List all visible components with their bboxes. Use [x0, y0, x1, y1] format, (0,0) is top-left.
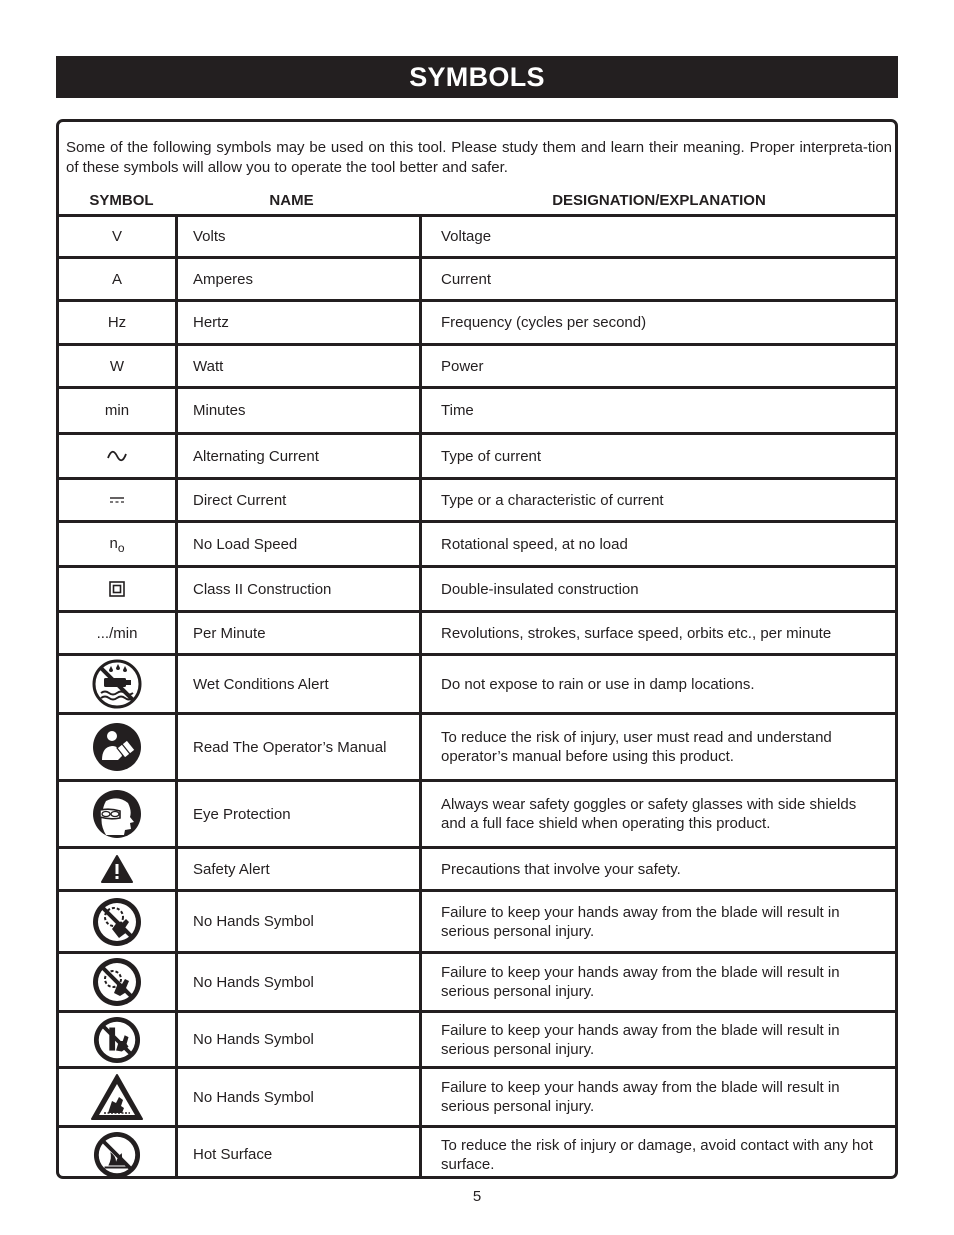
symbol-cell [59, 656, 178, 712]
desc-text: Time [441, 402, 474, 419]
desc-text: Current [441, 270, 492, 288]
symbol-cell [59, 1128, 178, 1179]
name-text: Hertz [193, 314, 229, 331]
table-row [59, 849, 895, 892]
table-row [59, 302, 895, 346]
symbol-cell [59, 259, 178, 299]
name-cell [178, 568, 422, 610]
table-row [59, 613, 895, 656]
name-cell [178, 1128, 422, 1179]
name-text: Class II Construction [193, 580, 332, 598]
desc-cell [422, 259, 895, 299]
safety-alert-icon [100, 854, 134, 884]
desc-cell [422, 782, 895, 846]
page-number: 5 [472, 1188, 482, 1205]
name-cell [178, 656, 422, 712]
desc-text: Do not expose to rain or use in damp locations. [441, 675, 755, 693]
desc-cell [422, 954, 895, 1010]
table-row [59, 523, 895, 568]
name-text: Amperes [193, 270, 254, 288]
symbol-cell [59, 849, 178, 889]
name-text: Wet Conditions Alert [193, 675, 329, 693]
symbol-cell [59, 715, 178, 779]
name-cell [178, 613, 422, 653]
name-text: Volts [193, 228, 226, 245]
desc-text: Failure to keep your hands away from the blade will result in serious personal injury. [441, 1079, 840, 1115]
desc-text: Always wear safety goggles or safety glasses with side shields and a full face shield when operating this product. [441, 796, 857, 832]
no-hands-icon [92, 957, 142, 1007]
symbol-cell [59, 568, 178, 610]
symbol-text: W [109, 357, 125, 375]
symbols-table [59, 214, 895, 1179]
name-cell [178, 782, 422, 846]
intro-text: Some of the following symbols may be used on this tool. Please study them and learn their meaning. Proper interpreta-tion of these symbols will allow you to operate the tool better and safer. [66, 139, 892, 176]
name-cell [178, 1013, 422, 1066]
table-row [59, 715, 895, 782]
name-text: Minutes [193, 402, 246, 419]
header-designation: DESIGNATION/EXPLANATION [552, 192, 766, 209]
page-title: SYMBOLS [56, 56, 898, 98]
desc-cell [422, 302, 895, 343]
desc-text: To reduce the risk of injury or damage, avoid contact with any hot surface. [441, 1136, 873, 1173]
symbol-text: V [111, 228, 122, 245]
alternating-current-icon [106, 449, 128, 463]
class-ii-construction-icon [109, 581, 125, 597]
name-cell [178, 892, 422, 951]
name-cell [178, 523, 422, 565]
symbol-text: min [104, 402, 130, 419]
header-symbol: SYMBOL [89, 192, 154, 209]
symbols-frame [56, 119, 898, 1179]
symbol-cell [59, 782, 178, 846]
desc-text: Frequency (cycles per second) [441, 314, 647, 331]
symbol-cell [59, 302, 178, 343]
symbol-cell [59, 217, 178, 256]
table-row [59, 782, 895, 849]
desc-cell [422, 480, 895, 520]
desc-cell [422, 613, 895, 653]
table-row [59, 1069, 895, 1128]
table-row [59, 656, 895, 715]
desc-text: Revolutions, strokes, surface speed, orbits etc., per minute [441, 624, 832, 642]
desc-text: Precautions that involve your safety. [441, 860, 681, 878]
hot-surface-icon [93, 1131, 141, 1179]
symbol-cell [59, 346, 178, 386]
symbol-subscript: o [117, 541, 125, 555]
name-text: Eye Protection [193, 805, 291, 823]
header-name: NAME [269, 192, 314, 209]
desc-cell [422, 435, 895, 477]
desc-cell [422, 1069, 895, 1125]
desc-cell [422, 1013, 895, 1066]
name-cell [178, 217, 422, 256]
name-text: Read The Operator’s Manual [193, 738, 387, 756]
symbol-text: A [111, 270, 122, 288]
table-row [59, 568, 895, 613]
desc-text: Failure to keep your hands away from the blade will result in serious personal injury. [441, 903, 840, 940]
desc-cell [422, 892, 895, 951]
desc-cell [422, 523, 895, 565]
name-cell [178, 480, 422, 520]
desc-cell [422, 1128, 895, 1179]
desc-text: Voltage [441, 228, 492, 245]
name-cell [178, 259, 422, 299]
symbol-cell [59, 1013, 178, 1066]
no-hands-icon [93, 1016, 141, 1064]
name-text: Alternating Current [193, 447, 319, 465]
desc-text: Double-insulated construction [441, 580, 639, 598]
desc-cell [422, 849, 895, 889]
name-cell [178, 1069, 422, 1125]
name-text: Safety Alert [193, 860, 270, 878]
name-cell [178, 302, 422, 343]
symbol-cell [59, 435, 178, 477]
name-cell [178, 389, 422, 432]
read-manual-icon [92, 722, 142, 772]
table-row [59, 1013, 895, 1069]
wet-conditions-icon [92, 659, 142, 709]
desc-cell [422, 656, 895, 712]
name-text: No Hands Symbol [193, 1088, 314, 1106]
table-row [59, 389, 895, 435]
table-row [59, 259, 895, 302]
desc-text: Power [441, 357, 484, 375]
symbol-cell [59, 954, 178, 1010]
direct-current-icon [109, 495, 125, 505]
desc-text: Failure to keep your hands away from the blade will result in serious personal injury. [441, 1021, 840, 1058]
symbol-cell [59, 613, 178, 653]
name-text: Hot Surface [193, 1146, 273, 1163]
name-text: No Hands Symbol [193, 973, 314, 991]
no-load-speed-symbol [109, 534, 124, 554]
symbol-cell [59, 480, 178, 520]
name-cell [178, 346, 422, 386]
hand-blade-warning-icon [90, 1073, 144, 1121]
desc-text: Failure to keep your hands away from the blade will result in serious personal injury. [441, 964, 840, 1000]
symbol-text: .../min [96, 624, 138, 642]
desc-text: Type or a characteristic of current [441, 491, 664, 509]
desc-cell [422, 715, 895, 779]
name-text: No Hands Symbol [193, 1031, 314, 1048]
symbol-text: Hz [107, 314, 127, 331]
name-cell [178, 849, 422, 889]
table-row [59, 217, 895, 259]
symbol-cell [59, 523, 178, 565]
desc-text: To reduce the risk of injury, user must read and understand operator’s manual before using this product. [441, 729, 832, 765]
symbol-cell [59, 389, 178, 432]
symbol-cell [59, 1069, 178, 1125]
no-hands-icon [92, 897, 142, 947]
name-text: Direct Current [193, 491, 287, 509]
name-text: Watt [193, 357, 224, 375]
table-row [59, 892, 895, 954]
name-cell [178, 715, 422, 779]
table-row [59, 1128, 895, 1179]
desc-cell [422, 217, 895, 256]
desc-cell [422, 389, 895, 432]
table-row [59, 954, 895, 1013]
name-cell [178, 954, 422, 1010]
table-row [59, 480, 895, 523]
symbol-main: n [109, 535, 118, 552]
desc-text: Type of current [441, 447, 542, 465]
table-row [59, 346, 895, 389]
desc-text: Rotational speed, at no load [441, 535, 628, 553]
table-row [59, 435, 895, 480]
desc-cell [422, 346, 895, 386]
name-cell [178, 435, 422, 477]
symbol-cell [59, 892, 178, 951]
desc-cell [422, 568, 895, 610]
name-text: Per Minute [193, 624, 266, 642]
eye-protection-icon [92, 789, 142, 839]
name-text: No Hands Symbol [193, 913, 314, 930]
name-text: No Load Speed [193, 535, 298, 553]
